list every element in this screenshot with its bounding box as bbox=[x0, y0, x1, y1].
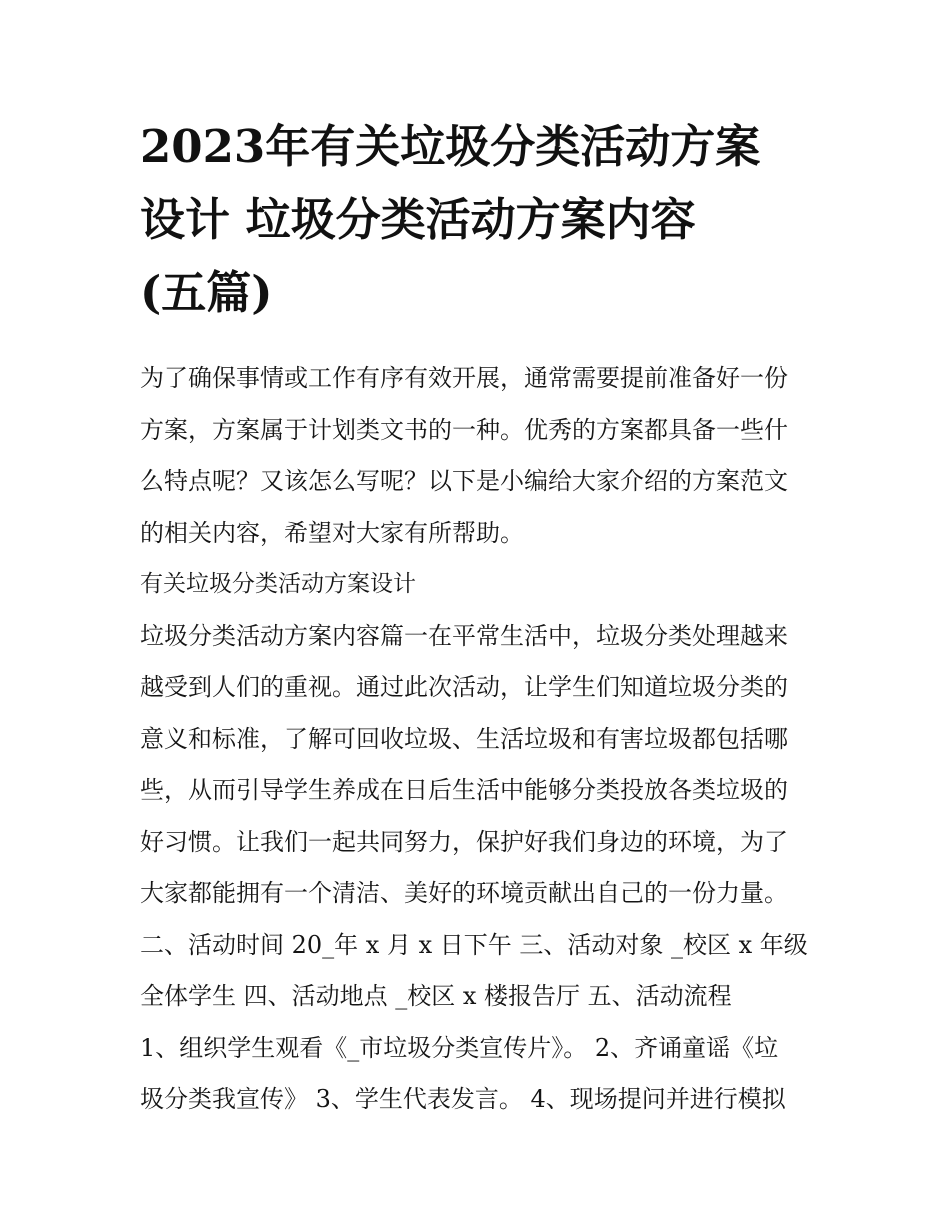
text-line: 越受到人们的重视。通过此次活动，让学生们知道垃圾分类的 bbox=[140, 673, 788, 701]
text-line: 么特点呢？又该怎么写呢？以下是小编给大家介绍的方案范文 bbox=[140, 467, 788, 495]
section-heading: 有关垃圾分类活动方案设计 bbox=[140, 571, 416, 597]
text-line: 方案，方案属于计划类文书的一种。优秀的方案都具备一些什 bbox=[140, 415, 788, 444]
text-line: 垃圾分类活动方案内容篇一在平常生活中，垃圾分类处理越来 bbox=[140, 621, 788, 650]
text-line: 好习惯。让我们一起共同努力，保护好我们身边的环境，为了 bbox=[140, 827, 788, 856]
document-body bbox=[140, 353, 820, 1126]
title-line: (五篇) bbox=[140, 266, 273, 319]
text-line: 全体学生 四、活动地点 _校区 x 楼报告厅 五、活动流程 bbox=[140, 982, 732, 1010]
text-line: 的相关内容，希望对大家有所帮助。 bbox=[140, 518, 524, 547]
text-line: 1、组织学生观看《_市垃圾分类宣传片》。 2、齐诵童谣《垃 bbox=[140, 1033, 779, 1062]
text-line: 圾分类我宣传》 3、学生代表发言。 4、现场提问并进行模拟 bbox=[140, 1085, 786, 1113]
title-line: 2023年有关垃圾分类活动方案 bbox=[140, 120, 761, 173]
intro-paragraph bbox=[140, 353, 820, 559]
text-line: 为了确保事情或工作有序有效开展，通常需要提前准备好一份 bbox=[140, 364, 788, 392]
title-line: 设计 垃圾分类活动方案内容 bbox=[140, 193, 696, 246]
text-line: 二、活动时间 20_年 x 月 x 日下午 三、活动对象 _校区 x 年级 bbox=[140, 930, 808, 959]
document-title bbox=[140, 110, 830, 329]
text-line: 大家都能拥有一个清洁、美好的环境贡献出自己的一份力量。 bbox=[140, 879, 788, 907]
section-paragraph bbox=[140, 611, 820, 1126]
text-line: 意义和标准，了解可回收垃圾、生活垃圾和有害垃圾都包括哪 bbox=[140, 724, 788, 753]
text-line: 些，从而引导学生养成在日后生活中能够分类投放各类垃圾的 bbox=[140, 776, 788, 804]
